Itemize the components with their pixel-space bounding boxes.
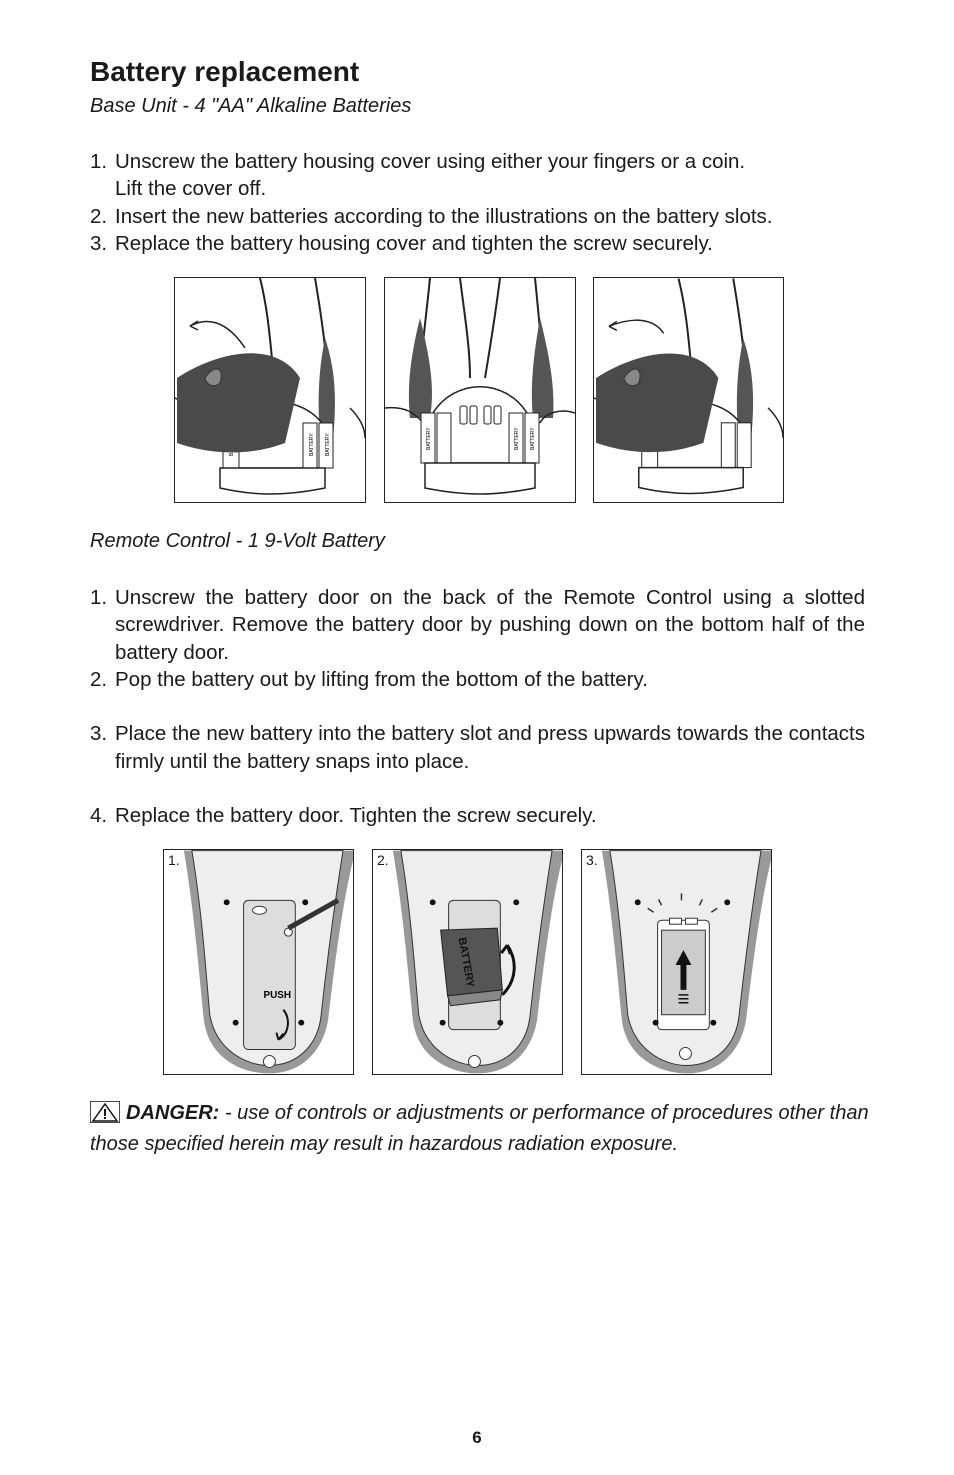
list-item [90, 584, 865, 666]
remote-door-removal-illustration [164, 850, 353, 1074]
base-unit-figure-2 [384, 277, 576, 503]
battery-label: BATTERY [426, 427, 432, 450]
step-text: Insert the new batteries according to the illustrations on the battery slots. [115, 204, 773, 228]
list-item [90, 802, 865, 829]
battery-label: BATTERY [309, 433, 315, 456]
danger-text: - use of controls or adjustments or performance of procedures other than those specified herein may result in hazardous radiation exposure. [90, 1102, 869, 1155]
step-text: Unscrew the battery housing cover using either your fingers or a coin. [115, 150, 746, 173]
step-number: 2. [90, 667, 108, 691]
step-text: Lift the cover off. [115, 177, 267, 201]
base-unit-subtitle: Base Unit - 4 "AA" Alkaline Batteries [90, 95, 412, 117]
remote-figure-2 [372, 849, 563, 1075]
step-text: Place the new battery into the battery slot and press upwards towards the contacts firmly until the battery snaps into place. [115, 722, 865, 773]
base-unit-steps [90, 148, 865, 257]
remote-steps [90, 584, 865, 830]
remote-figure-3 [581, 849, 772, 1075]
step-text: Unscrew the battery door on the back of the Remote Control using a slotted screwdriver. Remove the battery door by pushing down on the bottom half of the battery door. [115, 586, 865, 664]
page-number: 6 [472, 1428, 482, 1447]
step-number: 1. [90, 150, 108, 173]
remote-battery-removal-illustration [373, 850, 562, 1074]
step-text: Pop the battery out by lifting from the bottom of the battery. [115, 667, 648, 691]
step-text: Replace the battery housing cover and tighten the screw securely. [115, 231, 713, 255]
danger-notice [90, 1100, 880, 1158]
page-title: Battery replacement [90, 56, 360, 87]
battery-label: BATTERY [455, 936, 477, 989]
base-unit-figure-1 [174, 277, 366, 503]
base-unit-figure-3 [593, 277, 784, 503]
step-number: 3. [90, 231, 108, 255]
battery-label: BATTERY [514, 427, 520, 450]
danger-label: DANGER: [126, 1102, 220, 1124]
remote-battery-insert-illustration [582, 850, 771, 1074]
base-unit-batteries-illustration [385, 278, 575, 502]
step-number: 4. [90, 804, 108, 828]
step-number: 1. [90, 586, 108, 609]
list-item [90, 666, 865, 693]
step-number: 2. [90, 204, 108, 228]
figure-label: 1. [168, 852, 180, 868]
battery-label: BATTERY [325, 433, 331, 456]
figure-label: 3. [586, 852, 598, 868]
step-number: 3. [90, 722, 108, 746]
list-item [90, 230, 865, 257]
warning-icon [90, 1101, 120, 1131]
list-item [90, 203, 865, 230]
figure-label: 2. [377, 852, 389, 868]
base-unit-cover-removal-illustration [175, 278, 365, 502]
battery-label: BATTERY [530, 427, 536, 450]
remote-subtitle: Remote Control - 1 9-Volt Battery [90, 530, 385, 552]
base-unit-cover-replacement-illustration [594, 278, 783, 502]
step-text: Replace the battery door. Tighten the screw securely. [115, 804, 597, 828]
list-item [90, 720, 865, 775]
remote-figure-1 [163, 849, 354, 1075]
list-item [90, 148, 865, 203]
push-label: PUSH [263, 989, 292, 1001]
